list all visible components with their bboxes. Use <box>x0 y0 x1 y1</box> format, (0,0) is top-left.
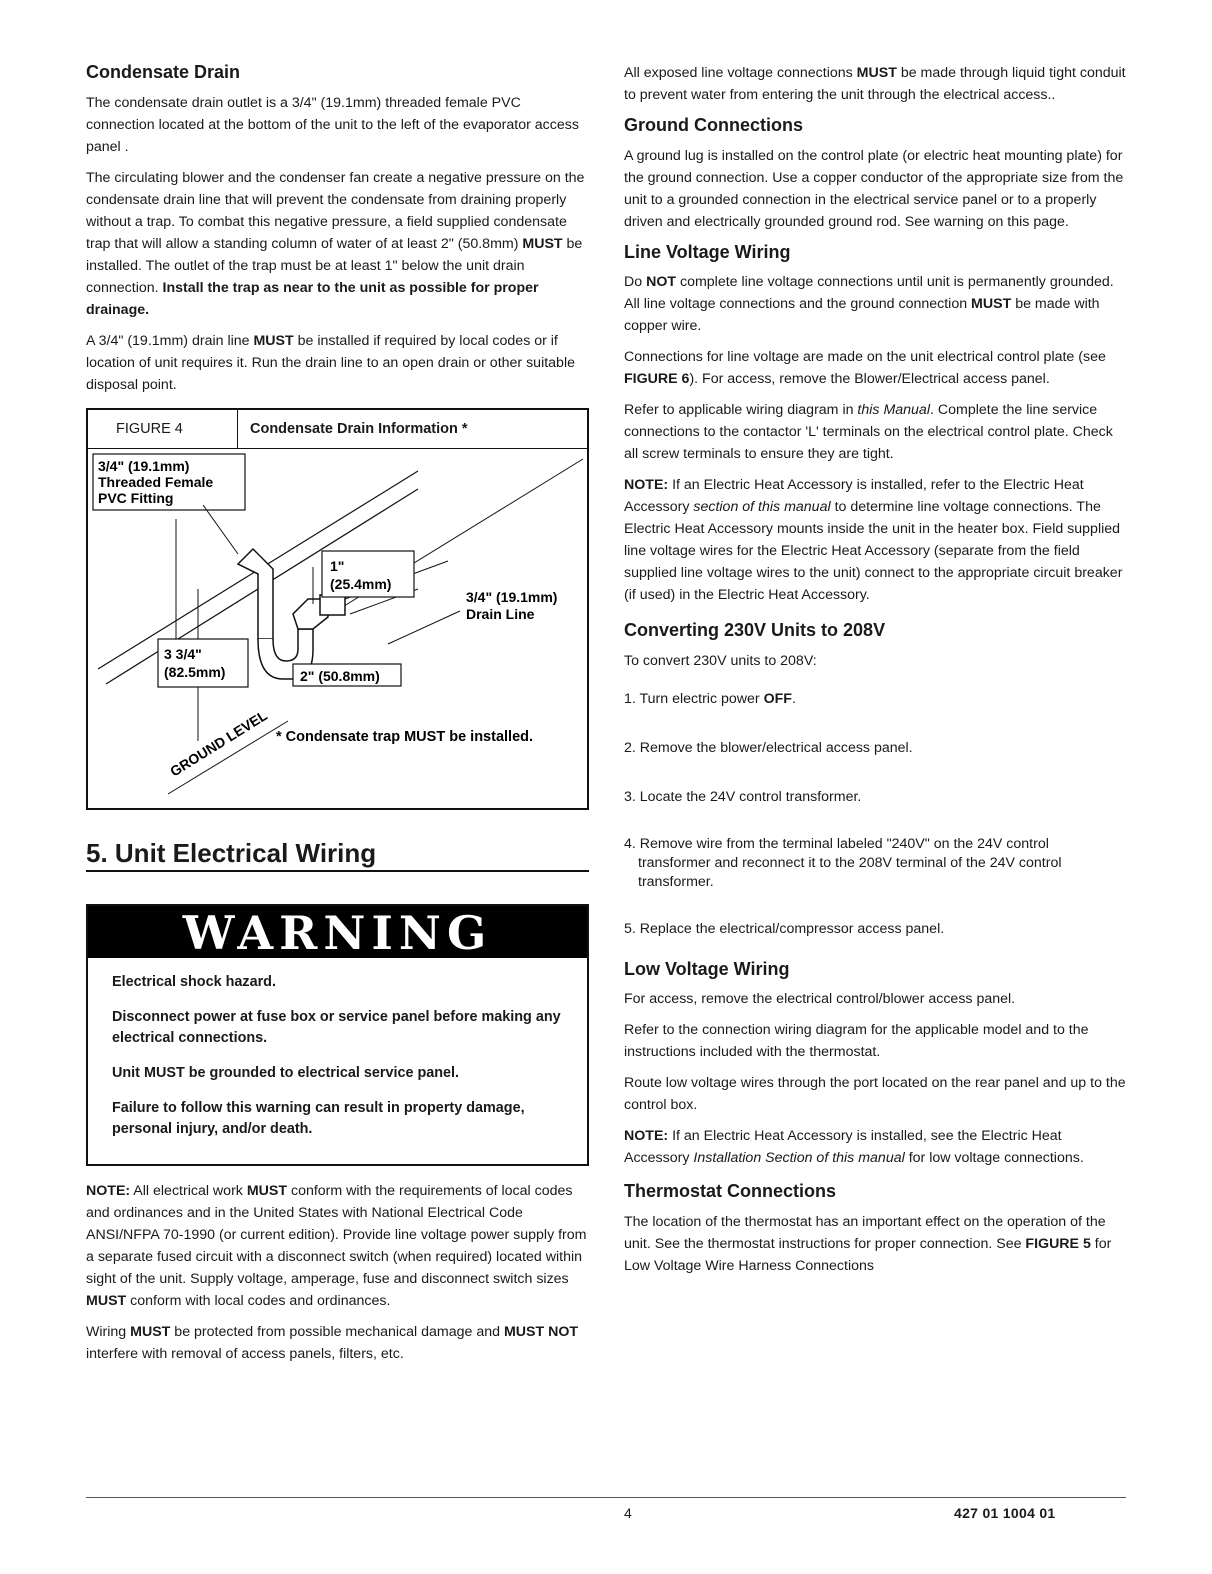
convert-intro: To convert 230V units to 208V: <box>624 652 817 669</box>
condensate-p3: A 3/4" (19.1mm) drain line MUST be installed if required by local codes or if location of unit requires it. Run the drain line to an open drain or other suitable disposal point. <box>86 332 575 393</box>
heading-ground-connections: Ground Connections <box>624 115 803 135</box>
document-number: 427 01 1004 01 <box>954 1505 1056 1521</box>
note-wiring-protection: Wiring MUST be protected from possible mechanical damage and MUST NOT interfere with removal of access panels, filters, etc. <box>86 1323 579 1362</box>
label-fitting-2: Threaded Female <box>98 473 214 490</box>
thermo-p: The location of the thermostat has an important effect on the operation of the unit. See the thermostat instructions for proper connection. See FIGURE 5 for Low Voltage Wire Harness Connections <box>624 1213 1112 1274</box>
label-fitting-3: PVC Fitting <box>98 489 174 506</box>
convert-step-4: 4. Remove wire from the terminal labeled "240V" on the 24V control transformer and reconnect it to the 208V terminal of the 24V control transformer. <box>624 835 1062 890</box>
condensate-p2: The circulating blower and the condenser fan create a negative pressure on the condensate drain line that will prevent the condensate from draining properly without a trap. To combat this negative pressure, a field supplied condensate trap that will allow a standing column of water of at least 2" (50.8mm) MUST be installed. The outlet of the trap must be at least 1" below the unit drain connection. Install the trap as near to the unit as possible for proper drainage. <box>86 169 585 318</box>
low-p1: For access, remove the electrical control/blower access panel. <box>624 991 1016 1008</box>
low-p2: Refer to the connection wiring diagram for the applicable model and to the instructions included with the thermostat. <box>624 1022 1089 1061</box>
convert-step-1: 1. Turn electric power OFF. <box>624 690 796 707</box>
label-1in-b: (25.4mm) <box>330 575 392 592</box>
convert-step-2: 2. Remove the blower/electrical access panel. <box>624 739 913 756</box>
right-column <box>624 62 1127 1286</box>
warning-line: Failure to follow this warning can result in property damage, personal injury, and/or death. <box>112 1099 525 1137</box>
exposed-connections: All exposed line voltage connections MUST be made through liquid tight conduit to prevent water from entering the unit through the electrical access.. <box>624 65 1126 103</box>
label-drain-1: 3/4" (19.1mm) <box>466 588 558 605</box>
line-p1: Do NOT complete line voltage connections until unit is permanently grounded. All line voltage connections and the ground connection MUST be made with copper wire. <box>624 274 1114 335</box>
condensate-drain-diagram <box>88 449 587 806</box>
figure-4 <box>86 408 589 810</box>
page-number: 4 <box>624 1505 632 1521</box>
note-electrical-code: NOTE: All electrical work MUST conform with the requirements of local codes and ordinances and in the United States with National Electrical Code ANSI/NFPA 70-1990 (or current edition). Provide line voltage power supply from a separate fused circuit with a disconnect switch (when required) located within sight of the unit. Supply voltage, amperage, fuse and disconnect switch sizes MUST conform with local codes and ordinances. <box>86 1182 587 1309</box>
left-column <box>86 62 589 1374</box>
warning-line: Disconnect power at fuse box or service panel before making any electrical connections. <box>112 1008 561 1046</box>
footer-rule <box>86 1497 1126 1498</box>
label-334-b: (82.5mm) <box>164 663 226 680</box>
warning-box <box>86 904 589 1166</box>
condensate-p1: The condensate drain outlet is a 3/4" (19.1mm) threaded female PVC connection located at the bottom of the unit to the left of the evaporator access panel . <box>86 94 579 155</box>
label-ground-level: GROUND LEVEL <box>167 706 270 780</box>
label-drain-2: Drain Line <box>466 605 535 622</box>
figure-tag: FIGURE 4 <box>88 410 238 448</box>
figure-title: Condensate Drain Information * <box>250 420 468 437</box>
line-p4: NOTE: If an Electric Heat Accessory is installed, refer to the Electric Heat Accessory section of this manual to determine line voltage connections. The Electric Heat Accessory mounts inside the unit in the heater box. Field supplied line voltage wires for the Electric Heat Accessory (separate from the field supplied line voltage wires to the unit) connect to the appropriate circuit breaker (if used) in the Electric Heat Accessory. <box>624 477 1123 604</box>
warning-body <box>88 958 587 1164</box>
heading-condensate-drain: Condensate Drain <box>86 62 241 82</box>
section-title: 5. Unit Electrical Wiring <box>86 836 589 872</box>
figure-note: * Condensate trap MUST be installed. <box>276 728 534 745</box>
warning-banner: WARNING <box>88 906 587 958</box>
line-p2: Connections for line voltage are made on the unit electrical control plate (see FIGURE 6). For access, remove the Blower/Electrical access panel. <box>624 349 1106 388</box>
label-fitting-1: 3/4" (19.1mm) <box>98 457 190 474</box>
convert-step-5: 5. Replace the electrical/compressor access panel. <box>624 920 945 937</box>
warning-line: Unit MUST be grounded to electrical service panel. <box>112 1064 460 1081</box>
heading-converting: Converting 230V Units to 208V <box>624 620 886 641</box>
heading-line-voltage: Line Voltage Wiring <box>624 241 791 262</box>
line-p3: Refer to applicable wiring diagram in this Manual. Complete the line service connections to the contactor 'L' terminals on the electrical control plate. Check all screw terminals to ensure they are tight. <box>624 402 1113 463</box>
low-p3: Route low voltage wires through the port located on the rear panel and up to the control box. <box>624 1075 1126 1114</box>
label-1in-a: 1" <box>330 557 345 574</box>
ground-p: A ground lug is installed on the control plate (or electric heat mounting plate) for the ground connection. Use a copper conductor of the appropriate size from the unit to a grounded connection in the electrical service panel or to a properly driven and electrically grounded ground rod. See warning on this page. <box>624 147 1124 230</box>
label-2in: 2" (50.8mm) <box>300 667 380 684</box>
convert-step-3: 3. Locate the 24V control transformer. <box>624 788 862 805</box>
figure-header <box>88 410 587 449</box>
warning-line: Electrical shock hazard. <box>112 973 276 990</box>
heading-thermostat: Thermostat Connections <box>624 1181 837 1202</box>
label-334-a: 3 3/4" <box>164 645 202 662</box>
figure-diagram <box>88 449 587 808</box>
heading-low-voltage: Low Voltage Wiring <box>624 958 790 979</box>
low-p4: NOTE: If an Electric Heat Accessory is installed, see the Electric Heat Accessory Installation Section of this manual for low voltage connections. <box>624 1128 1084 1167</box>
